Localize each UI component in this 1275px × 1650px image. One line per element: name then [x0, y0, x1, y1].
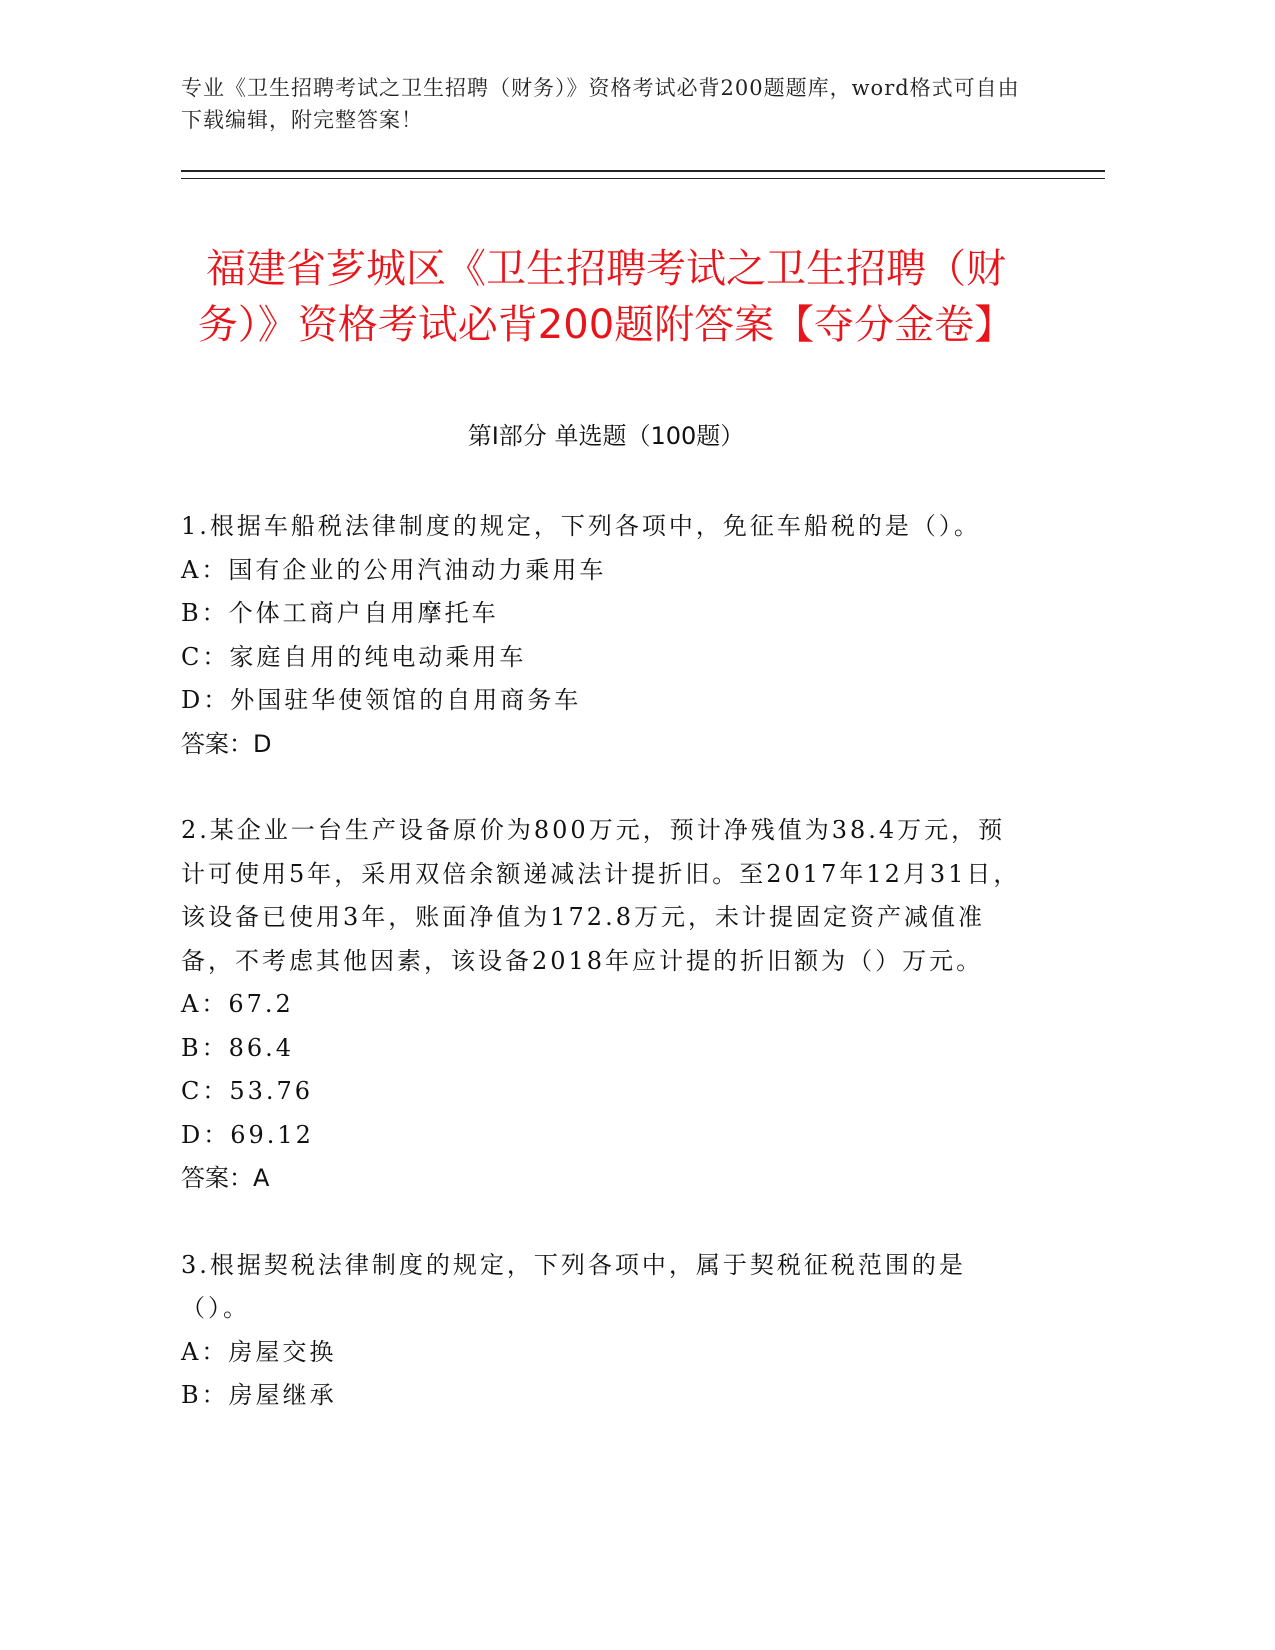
- question-1: [181, 505, 1026, 766]
- section-title: 第I部分 单选题（100题）: [467, 422, 745, 450]
- option-b: B：个体工商户自用摩托车: [181, 599, 499, 627]
- option-a: A：房屋交换: [181, 1337, 337, 1366]
- question-stem: 2.某企业一台生产设备原价为800万元，预计净残值为38.4万元，预计可使用5年，采用双倍余额递减法计提折旧。至2017年12月31日，该设备已使用3年，账面净值为172.8万元，未计提固定资产减值准备，不考虑其他因素，该设备2018年应计提的折旧额为（）万元。: [181, 816, 1021, 975]
- question-2: [181, 809, 1026, 1201]
- option-a: A：国有企业的公用汽油动力乘用车: [181, 555, 607, 584]
- option-b: B：86.4: [181, 1033, 295, 1062]
- question-list: [181, 505, 1026, 1461]
- question-stem: 3.根据契税法律制度的规定，下列各项中，属于契税征税范围的是（）。: [181, 1250, 966, 1322]
- answer: 答案：A: [181, 1164, 270, 1192]
- document-title: 福建省芗城区《卫生招聘考试之卫生招聘（财务）》资格考试必背200题附答案【夺分金卷】: [197, 245, 1015, 348]
- option-b: B：房屋继承: [181, 1381, 337, 1409]
- header-divider-thin: [181, 178, 1105, 179]
- header-divider-thick: [181, 170, 1105, 172]
- answer: 答案：D: [181, 729, 272, 758]
- option-c: C：家庭自用的纯电动乘用车: [181, 642, 527, 671]
- header-note: 专业《卫生招聘考试之卫生招聘（财务）》资格考试必背200题题库，word格式可自由下载编辑，附完整答案！: [181, 76, 1020, 132]
- option-c: C：53.76: [181, 1077, 314, 1105]
- question-stem: 1.根据车船税法律制度的规定，下列各项中，免征车船税的是（）。: [181, 512, 981, 540]
- option-d: D：外国驻华使领馆的自用商务车: [181, 686, 582, 714]
- question-3: [181, 1244, 1026, 1418]
- option-d: D：69.12: [181, 1120, 314, 1149]
- option-a: A：67.2: [181, 990, 294, 1018]
